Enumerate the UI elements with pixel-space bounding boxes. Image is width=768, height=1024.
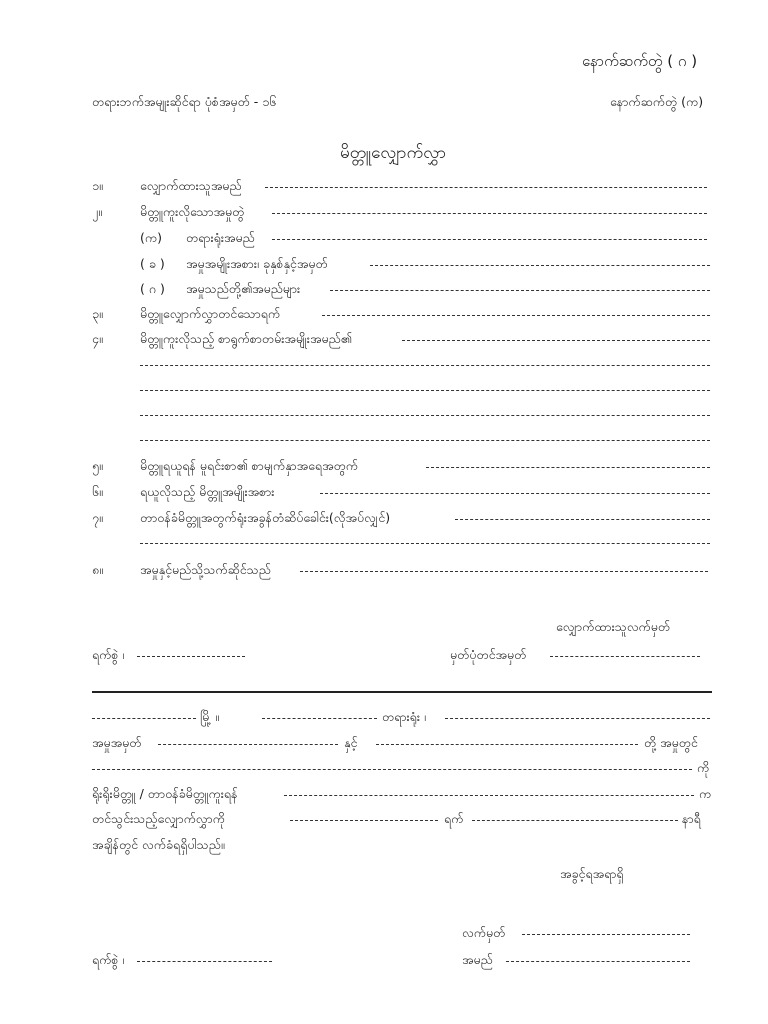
item-number: ၂။	[92, 204, 102, 219]
item-number: ၃။	[92, 306, 103, 321]
sub-item-number: (က)	[140, 230, 162, 245]
court-name-label: တရားရုံးအမည်	[186, 230, 255, 245]
receipt-date-label: ရက်စွဲ ၊	[92, 952, 125, 967]
item-number: ၈။	[92, 562, 103, 577]
officer-name-field[interactable]	[506, 961, 690, 962]
stamp-fee-line[interactable]	[140, 543, 710, 544]
submission-date-field[interactable]	[322, 315, 710, 316]
authority-label: အခွင့်ရအရာရှိ	[560, 866, 624, 881]
hour-label: နာရီ	[682, 811, 701, 826]
page-count-field[interactable]	[426, 467, 710, 468]
item-number: ၅။	[92, 458, 103, 473]
submission-date-label: မိတ္တူလျှောက်လွှာတင်သောရက်	[140, 306, 281, 321]
item-number: ၇။	[92, 510, 103, 525]
document-type-line[interactable]	[140, 440, 710, 441]
officer-name-label: အမည်	[462, 952, 493, 967]
copy-type-field[interactable]	[320, 493, 710, 494]
submitted-date-field[interactable]	[290, 820, 438, 821]
court-name-line[interactable]	[445, 718, 710, 719]
stamp-fee-label: တာဝန်ခံမိတ္တူအတွက်ရုံးအခွန်တံဆိပ်ခေါင်း(လိုအပ်လျှင်)	[140, 510, 391, 525]
receipt-date-field[interactable]	[137, 961, 272, 962]
item-number: ၆။	[92, 484, 103, 499]
case-file-label: မိတ္တူကူးလိုသောအမှုတွဲ	[140, 204, 245, 219]
registration-number-field[interactable]	[550, 656, 700, 657]
received-text: အချိန်တွင် လက်ခံရရှိပါသည်။	[92, 837, 225, 852]
party-line[interactable]	[92, 769, 692, 770]
signature-field[interactable]	[522, 934, 690, 935]
court-label: တရားရုံး ၊	[382, 709, 426, 724]
case-file-field[interactable]	[272, 213, 707, 214]
applicant-name-field[interactable]	[265, 187, 707, 188]
case-relation-field[interactable]	[300, 571, 708, 572]
city-label: မြို့ ။	[200, 709, 219, 724]
document-type-line[interactable]	[140, 415, 710, 416]
party-field[interactable]	[376, 744, 638, 745]
document-type-label: မိတ္တူကူးလိုသည့် စာရွက်စာတမ်းအမျိုးအမည်၏	[140, 331, 352, 346]
case-number-label: အမှုအမှတ်	[92, 735, 142, 750]
document-type-line[interactable]	[140, 365, 710, 366]
document-type-line[interactable]	[140, 390, 710, 391]
date-field[interactable]	[137, 656, 245, 657]
annex-sub: နောက်ဆက်တွဲ (က)	[610, 94, 704, 109]
section-divider	[92, 691, 712, 693]
case-relation-label: အမှုနှင့်မည်သို့သက်ဆိုင်သည်	[140, 562, 271, 577]
court-field[interactable]	[262, 718, 377, 719]
case-number-field[interactable]	[158, 744, 338, 745]
case-type-field[interactable]	[370, 265, 710, 266]
city-field[interactable]	[92, 718, 196, 719]
item-number: ၁။	[92, 178, 103, 193]
sub-item-number: ( ခ )	[140, 256, 165, 271]
page-count-label: မိတ္တူရယူရန် မူရင်းစာ၏ စာမျက်နှာအရေအတွက်	[140, 458, 358, 473]
annex-main: နောက်ဆက်တွဲ ( ဂ )	[582, 52, 698, 70]
parties-names-label: အမှုသည်တို့၏အမည်များ	[186, 281, 301, 296]
document-type-field[interactable]	[402, 340, 710, 341]
case-of-label: တို့ အမှုတွင်	[644, 735, 698, 750]
day-label: ရက်	[444, 811, 464, 826]
date-label: ရက်စွဲ ၊	[92, 647, 125, 662]
form-reference: တရားဘက်အမျုးဆိုင်ရာ ပုံစံအမှတ် - ၁၆	[92, 94, 277, 109]
ka-label: က	[699, 786, 712, 801]
applicant-signature-label: လျှောက်ထားသူလက်မှတ်	[556, 619, 671, 634]
registration-number-label: မှတ်ပုံတင်အမှတ်	[450, 647, 527, 662]
hour-field[interactable]	[472, 820, 678, 821]
copy-type-line[interactable]	[284, 795, 694, 796]
and-label: နှင့်	[344, 735, 358, 750]
sub-item-number: ( ဂ )	[140, 281, 165, 296]
case-type-label: အမှုအမျိုးအစား၊ ခုနှစ်နှင့်အမှတ်	[186, 256, 328, 271]
copy-type-text: ရိုးရိုးမိတ္တူ / တာဝန်ခံမိတ္တူကူးရန်	[92, 786, 238, 801]
item-number: ၄။	[92, 331, 103, 346]
stamp-fee-field[interactable]	[455, 519, 710, 520]
submitted-text: တင်သွင်းသည့်လျှောက်လွှာကို	[92, 811, 225, 826]
page-title: မိတ္တူလျှောက်လွှာ	[340, 143, 447, 163]
parties-names-field[interactable]	[330, 290, 710, 291]
copy-type-label: ရယူလိုသည့် မိတ္တူအမျိုးအစား	[140, 484, 275, 499]
applicant-name-label: လျှောက်ထားသူအမည်	[140, 178, 242, 193]
ko-label: ကို	[697, 760, 710, 775]
signature-label: လက်မှတ်	[462, 925, 506, 940]
court-name-field[interactable]	[272, 239, 707, 240]
